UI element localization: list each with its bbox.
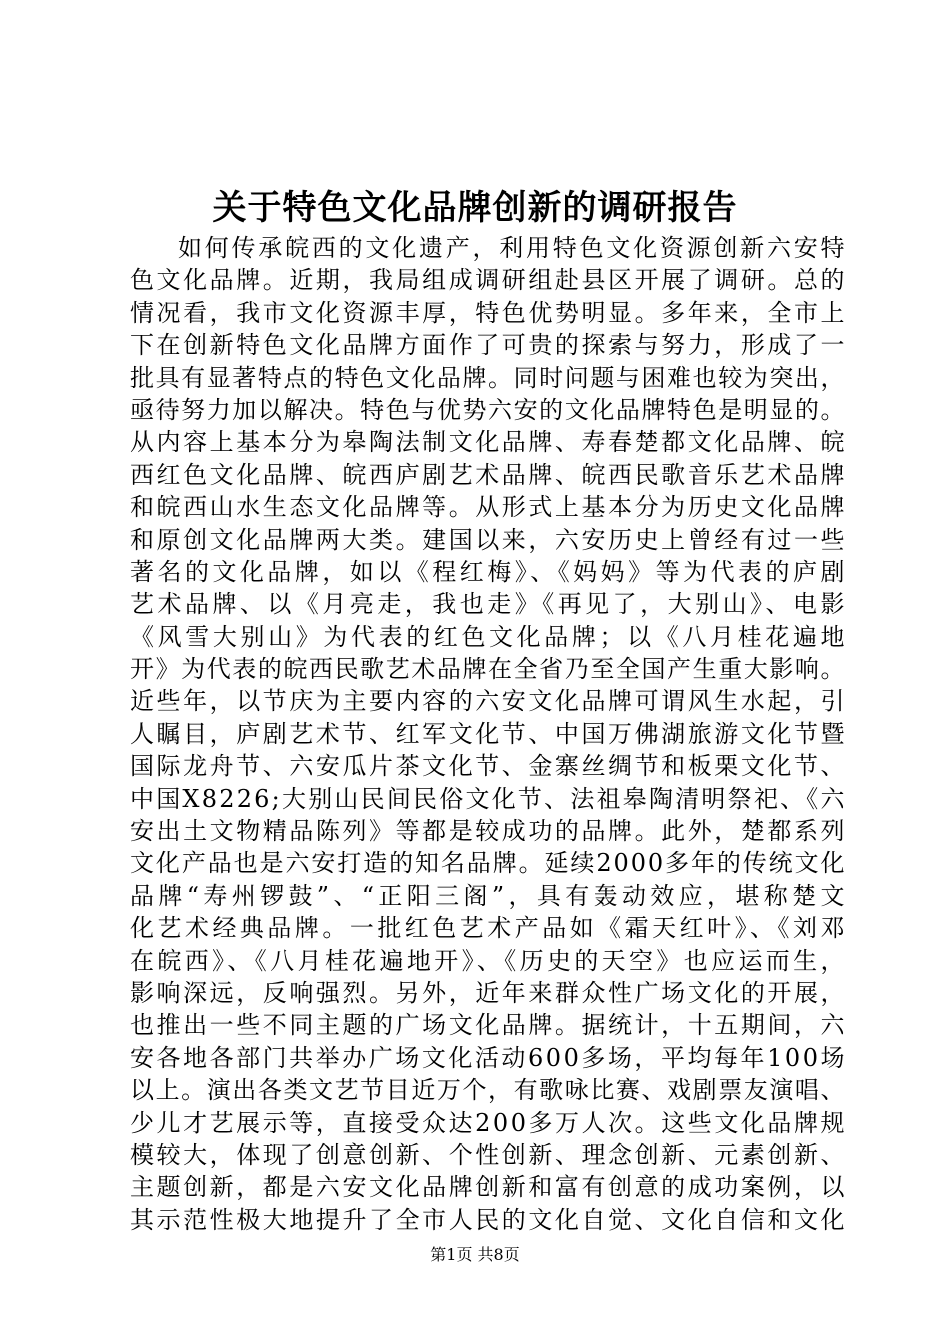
text-line: 安各地各部门共举办广场文化活动600多场，平均每年100场 <box>130 1043 848 1072</box>
text-line: 批具有显著特点的特色文化品牌。同时问题与困难也较为突出， <box>130 363 847 392</box>
text-line: 色文化品牌。近期，我局组成调研组赴县区开展了调研。总的 <box>130 266 848 295</box>
text-line: 艺术品牌、以《月亮走，我也走》《再见了，大别山》、电影 <box>130 590 848 619</box>
text-line: 情况看，我市文化资源丰厚，特色优势明显。多年来，全市上 <box>130 298 848 327</box>
text-line: 西红色文化品牌、皖西庐剧艺术品牌、皖西民歌音乐艺术品牌 <box>130 460 848 489</box>
document-title: 关于特色文化品牌创新的调研报告 <box>212 188 738 228</box>
text-line: 也推出一些不同主题的广场文化品牌。据统计，十五期间，六 <box>130 1011 848 1040</box>
text-line: 亟待努力加以解决。特色与优势六安的文化品牌特色是明显的。 <box>130 395 847 424</box>
text-line: 《风雪大别山》为代表的红色文化品牌；以《八月桂花遍地 <box>130 622 849 651</box>
text-line: 少儿才艺展示等，直接受众达200多万人次。这些文化品牌规 <box>130 1108 848 1137</box>
text-line: 在皖西》、《八月桂花遍地开》、《历史的天空》也应运而生， <box>130 946 848 975</box>
text-line: 化艺术经典品牌。一批红色艺术产品如《霜天红叶》、《刘邓 <box>130 914 848 943</box>
text-line: 从内容上基本分为皋陶法制文化品牌、寿春楚都文化品牌、皖 <box>130 428 848 457</box>
text-line: 中国X8226;大别山民间民俗文化节、法祖皋陶清明祭祀、《六 <box>130 784 847 813</box>
text-line: 如何传承皖西的文化遗产，利用特色文化资源创新六安特 <box>178 234 848 262</box>
text-line: 文化产品也是六安打造的知名品牌。延续2000多年的传统文化 <box>130 849 847 878</box>
text-line: 和皖西山水生态文化品牌等。从形式上基本分为历史文化品牌 <box>130 493 848 522</box>
text-line: 模较大，体现了创意创新、个性创新、理念创新、元素创新、 <box>130 1140 848 1169</box>
text-line: 其示范性极大地提升了全市人民的文化自觉、文化自信和文化 <box>130 1205 848 1234</box>
text-line: 安出土文物精品陈列》等都是较成功的品牌。此外，楚都系列 <box>130 817 848 846</box>
text-line: 国际龙舟节、六安瓜片茶文化节、金寨丝绸节和板栗文化节、 <box>130 752 848 781</box>
text-line: 影响深远，反响强烈。另外，近年来群众性广场文化的开展， <box>130 978 848 1007</box>
text-line: 近些年，以节庆为主要内容的六安文化品牌可谓风生水起，引 <box>130 687 848 716</box>
text-line: 开》为代表的皖西民歌艺术品牌在全省乃至全国产生重大影响。 <box>130 655 847 684</box>
text-line: 以上。演出各类文艺节目近万个，有歌咏比赛、戏剧票友演唱、 <box>130 1076 847 1105</box>
text-line: 人瞩目，庐剧艺术节、红军文化节、中国万佛湖旅游文化节暨 <box>130 719 848 748</box>
body-text <box>130 232 849 1236</box>
text-line: 品牌“寿州锣鼓”、“正阳三阁”，具有轰动效应，堪称楚文 <box>130 881 849 910</box>
text-line: 下在创新特色文化品牌方面作了可贵的探索与努力，形成了一 <box>130 331 848 360</box>
text-line: 和原创文化品牌两大类。建国以来，六安历史上曾经有过一些 <box>130 525 848 554</box>
text-line: 著名的文化品牌，如以《程红梅》、《妈妈》等为代表的庐剧 <box>130 557 848 586</box>
page-footer: 第1页 共8页 <box>430 1245 520 1264</box>
text-line: 主题创新，都是六安文化品牌创新和富有创意的成功案例，以 <box>130 1173 848 1202</box>
